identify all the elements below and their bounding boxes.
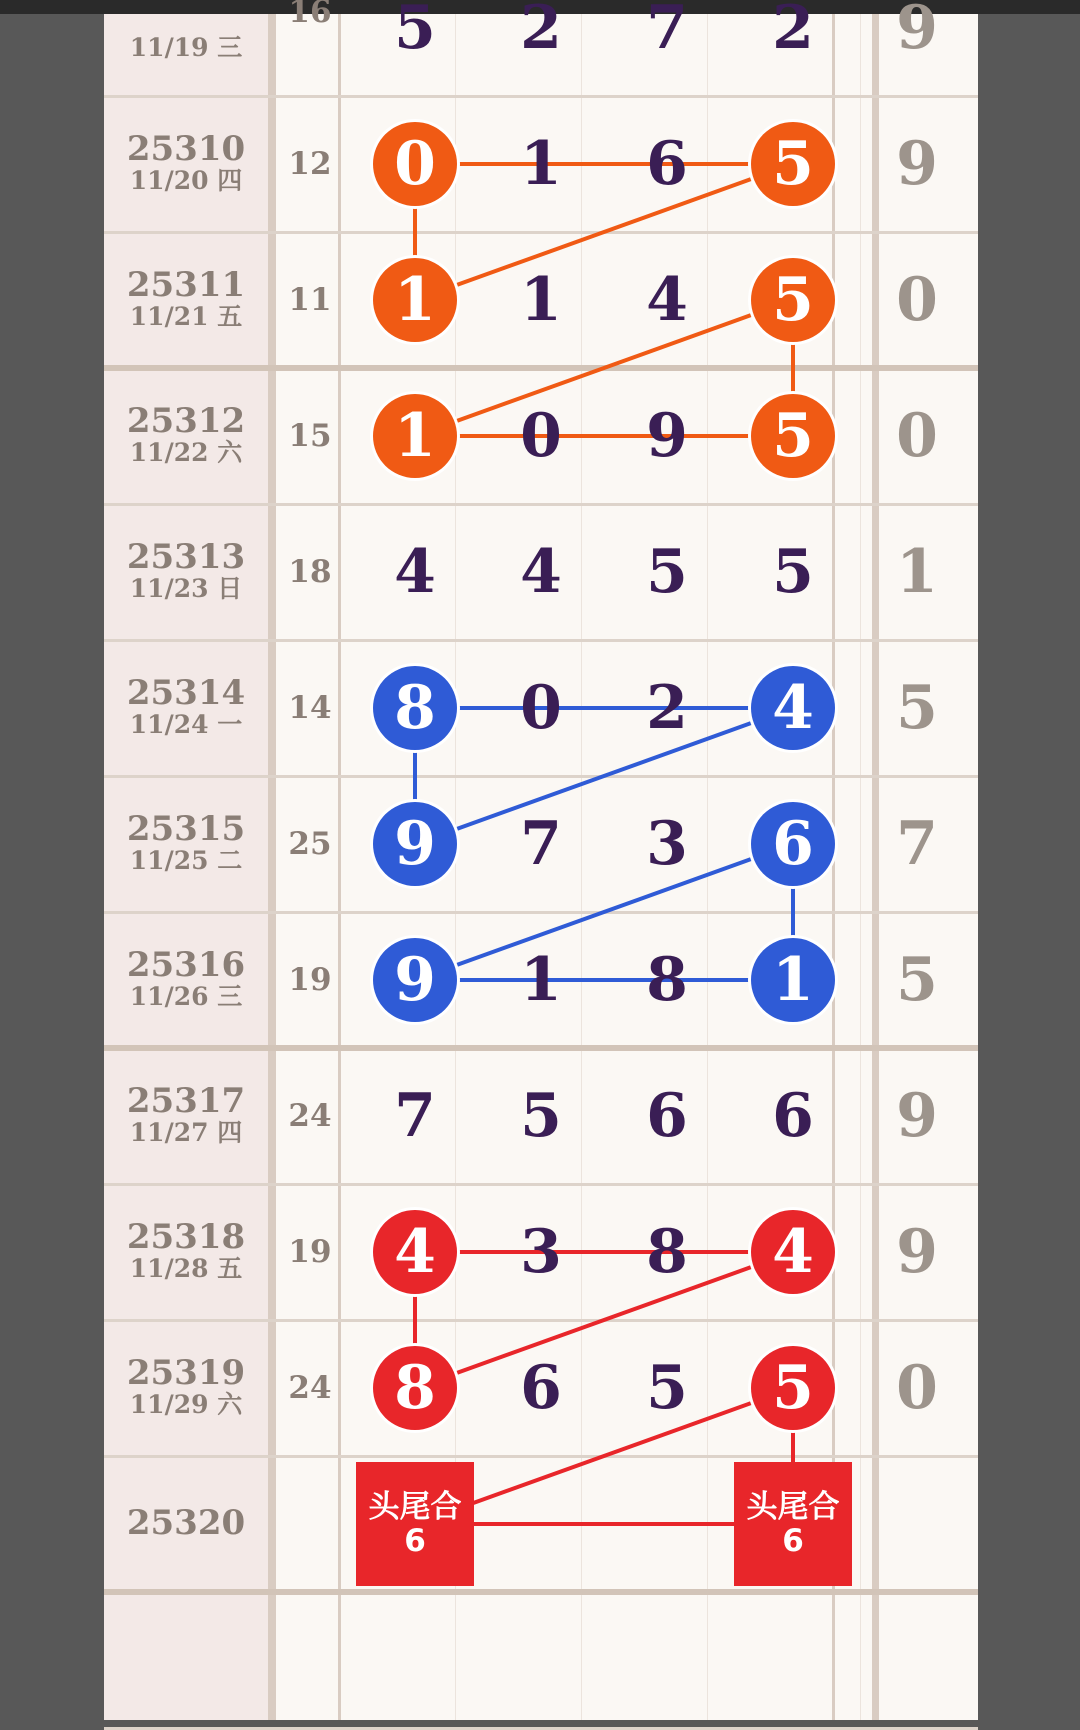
issue-date: 11/20 四 bbox=[129, 166, 243, 196]
tag-value: 6 bbox=[782, 1523, 804, 1559]
issue-date: 11/25 二 bbox=[129, 846, 243, 876]
span-value: 12 bbox=[288, 146, 332, 182]
sum-value: 9 bbox=[896, 1081, 938, 1151]
digit-cell: 7 bbox=[646, 0, 688, 63]
issue-date: 11/21 五 bbox=[129, 302, 243, 332]
link-line-red bbox=[415, 1252, 793, 1388]
sum-value: 0 bbox=[896, 265, 938, 335]
ball-orange: 5 bbox=[751, 394, 835, 478]
span-value: 24 bbox=[288, 1098, 332, 1134]
link-line-blue bbox=[415, 708, 793, 844]
sum-value: 0 bbox=[896, 1353, 938, 1423]
digit-cell: 9 bbox=[646, 401, 688, 471]
issue-date: 11/26 三 bbox=[129, 982, 243, 1012]
digit-cell: 5 bbox=[646, 1353, 688, 1423]
sum-value: 5 bbox=[896, 673, 938, 743]
digit-cell: 7 bbox=[520, 809, 562, 879]
ball-red: 4 bbox=[373, 1210, 457, 1294]
issue-number: 25315 bbox=[126, 808, 246, 849]
issue-cell bbox=[106, 240, 266, 360]
sum-value: 1 bbox=[896, 537, 938, 607]
span-value: 25 bbox=[288, 826, 332, 862]
sum-value: 0 bbox=[896, 401, 938, 471]
ball-orange: 1 bbox=[373, 394, 457, 478]
issue-cell bbox=[106, 1056, 266, 1176]
span-value: 19 bbox=[288, 962, 332, 998]
prediction-issue-number: 25320 bbox=[126, 1503, 246, 1544]
digit-cell: 4 bbox=[520, 537, 562, 607]
sum-value: 9 bbox=[896, 0, 938, 63]
link-line-orange bbox=[415, 164, 793, 300]
issue-date: 11/24 一 bbox=[129, 710, 243, 740]
span-value: 14 bbox=[288, 690, 332, 726]
digit-cell: 2 bbox=[772, 0, 814, 63]
span-value: 19 bbox=[288, 1234, 332, 1270]
issue-number: 25316 bbox=[126, 944, 246, 985]
digit-cell: 5 bbox=[520, 1081, 562, 1151]
issue-number: 25314 bbox=[126, 672, 246, 713]
digit-cell: 5 bbox=[772, 537, 814, 607]
issue-date: 11/29 六 bbox=[129, 1390, 243, 1420]
span-value: 24 bbox=[288, 1370, 332, 1406]
span-value: 11 bbox=[288, 282, 332, 318]
span-value: 15 bbox=[288, 418, 332, 454]
digit-cell: 4 bbox=[394, 537, 436, 607]
digit-cell: 1 bbox=[520, 265, 562, 335]
trend-chart-sheet bbox=[104, 0, 978, 1720]
sum-value: 9 bbox=[896, 1217, 938, 1287]
sum-of-head-tail-tag bbox=[356, 1462, 474, 1586]
ball-blue: 6 bbox=[751, 802, 835, 886]
ball-orange: 5 bbox=[751, 122, 835, 206]
issue-number: 25319 bbox=[126, 1352, 246, 1393]
issue-number: 25312 bbox=[126, 400, 246, 441]
digit-cell: 2 bbox=[520, 0, 562, 63]
ball-red: 8 bbox=[373, 1346, 457, 1430]
issue-cell bbox=[106, 1192, 266, 1312]
issue-cell bbox=[106, 648, 266, 768]
ball-blue: 8 bbox=[373, 666, 457, 750]
issue-cell bbox=[106, 512, 266, 632]
ball-orange: 1 bbox=[373, 258, 457, 342]
ball-blue: 4 bbox=[751, 666, 835, 750]
issue-date: 11/19 三 bbox=[129, 33, 243, 63]
issue-date: 11/22 六 bbox=[129, 438, 243, 468]
sum-value: 9 bbox=[896, 129, 938, 199]
issue-number: 25311 bbox=[126, 264, 246, 305]
tag-label: 头尾合 bbox=[746, 1488, 840, 1525]
digit-cell: 3 bbox=[520, 1217, 562, 1287]
issue-date: 11/28 五 bbox=[129, 1254, 243, 1284]
ball-blue: 9 bbox=[373, 938, 457, 1022]
digit-cell: 6 bbox=[520, 1353, 562, 1423]
tag-value: 6 bbox=[404, 1523, 426, 1559]
digit-cell: 3 bbox=[646, 809, 688, 879]
digit-cell: 6 bbox=[772, 1081, 814, 1151]
digit-cell: 5 bbox=[394, 0, 436, 63]
ball-orange: 5 bbox=[751, 258, 835, 342]
link-line-blue bbox=[415, 844, 793, 980]
digit-cell: 7 bbox=[394, 1081, 436, 1151]
issue-date: 11/27 四 bbox=[129, 1118, 243, 1148]
sum-value: 7 bbox=[896, 809, 938, 879]
span-value: 16 bbox=[288, 0, 332, 30]
issue-cell bbox=[106, 376, 266, 496]
ball-red: 5 bbox=[751, 1346, 835, 1430]
sum-value: 5 bbox=[896, 945, 938, 1015]
digit-cell: 6 bbox=[646, 129, 688, 199]
issue-cell bbox=[106, 920, 266, 1040]
issue-number: 25318 bbox=[126, 1216, 246, 1257]
digit-cell: 8 bbox=[646, 945, 688, 1015]
digit-cell: 8 bbox=[646, 1217, 688, 1287]
digit-cell: 5 bbox=[646, 537, 688, 607]
ball-orange: 0 bbox=[373, 122, 457, 206]
issue-cell bbox=[106, 784, 266, 904]
issue-number: 25313 bbox=[126, 536, 246, 577]
ball-blue: 1 bbox=[751, 938, 835, 1022]
link-line-orange bbox=[415, 300, 793, 436]
digit-cell: 0 bbox=[520, 673, 562, 743]
issue-cell bbox=[106, 13, 266, 63]
span-value: 18 bbox=[288, 554, 332, 590]
digit-cell: 1 bbox=[520, 945, 562, 1015]
tag-label: 头尾合 bbox=[368, 1488, 462, 1525]
digit-cell: 1 bbox=[520, 129, 562, 199]
ball-blue: 9 bbox=[373, 802, 457, 886]
issue-cell bbox=[106, 1328, 266, 1448]
issue-number: 25317 bbox=[126, 1080, 246, 1121]
digit-cell: 2 bbox=[646, 673, 688, 743]
digit-cell: 0 bbox=[520, 401, 562, 471]
issue-number: 25310 bbox=[126, 128, 246, 169]
issue-date: 11/23 日 bbox=[129, 574, 243, 604]
issue-cell bbox=[106, 104, 266, 224]
digit-cell: 4 bbox=[646, 265, 688, 335]
sum-of-head-tail-tag bbox=[734, 1462, 852, 1586]
digit-cell: 6 bbox=[646, 1081, 688, 1151]
ball-red: 4 bbox=[751, 1210, 835, 1294]
